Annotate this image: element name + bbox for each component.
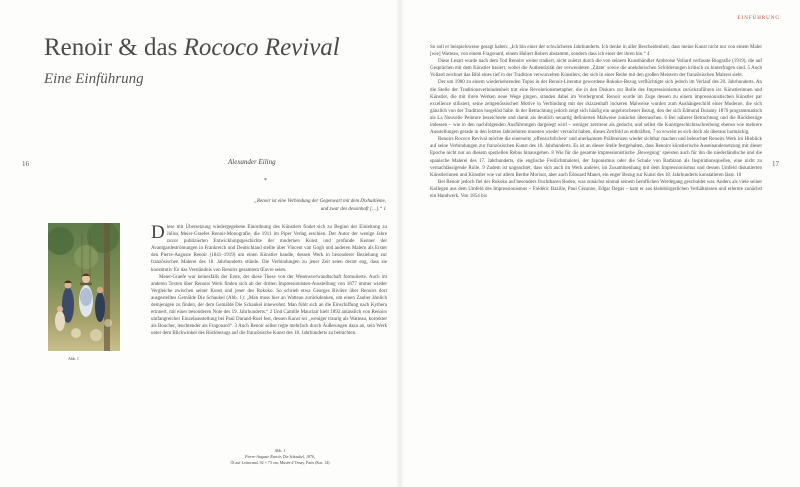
caption-details: Öl auf Leinwand, 92 × 73 cm, Musée d’Orsay, Paris (Kat. 14) xyxy=(230,460,330,465)
drop-cap: D xyxy=(151,222,165,243)
epigraph xyxy=(176,198,386,214)
epigraph-line: „Renoir ist eine Verbindung der Gegenwart mit dem Dixhuitième, xyxy=(254,199,386,204)
running-head: EINFÜHRUNG xyxy=(737,16,780,21)
section-ornament: * xyxy=(264,178,267,184)
painting-image xyxy=(48,223,120,351)
body-text-left xyxy=(151,224,387,338)
paragraph-text: iese mit Übersetzung wiedergegebene Einordnung des Künstlers findet sich zu Beginn der Einleitung zu Julius Meier-Graefes Renoir-Monografie, die 1911 im Piper Verlag erschien. Der Autor der wenige Jahre zuvor publizierten Entwicklungsgeschichte der modernen Kunst und profunde Kenner der Avantgardeströmungen in Frankreich und Deutschland stellte über Vincent van Gogh und anderen Malern als Erster den Pierre-Auguste Renoir (1841–1919) um einen Künstler handle, dessen Werk in besonderer Beziehung zur französischen Malerei des 18. Jahrhunderts stünde. Die Verbindungen zu jener Zeit seien derart eng, dass sie konstitutiv für das Verständnis von Renoirs gesamtem Œuvre seien. xyxy=(151,225,387,273)
caption-title: Pierre-Auguste Renoir, Die Schaukel, 1876, xyxy=(245,454,315,459)
page-number-left: 16 xyxy=(22,160,29,168)
paragraph: Meier-Graefe war keinesfalls der Erste, der diese These von der Wesensverwandtschaft formulierte. Auch im anderen Texten über Renoirs Werk finden sich ab der dritten Impressionisten-Ausstellung von 1877 immer wieder Vergleiche zwischen seiner Kunst und jener des Rokoko. So schrieb etwa Georges Rivière über Renoirs dort ausgestelltes Gemälde Die Schaukel (Abb. 1): „Man muss hier an Watteau zurückdenken, um einen Zauber ähnlich demjenigen zu finden, der dem Gemälde Die Schaukel innewohnt. Man fühlt sich an die Einschiffung nach Kythera erinnert, mit einer besonderen Note des 19. Jahrhunderts.“ 2 Und Camille Mauclair hielt 1892 anlässlich von Renoirs umfangreicher Einzelausstellung bei Paul Durand-Ruel fest, dessen Kunst sei „weniger traurig als Watteau, korrekter als Boucher, leuchtender als Fragonard“. 3 Auch Renoir selbst regte mehrfach durch Äußerungen dazu an, sein Werk unter dem Blickwinkel des Rückbezugs auf die französische Kunst des 18. Jahrhunderts zu betrachten. xyxy=(151,274,387,337)
chapter-title-italic: Rococo Revival xyxy=(183,34,340,61)
author-name: Alexander Eiling xyxy=(228,158,276,166)
page-number-right: 17 xyxy=(772,160,779,168)
paragraph: Diese Lesart wurde nach dem Tod Renoirs weiter tradiert, nicht zuletzt durch die von seinem Kunsthändler Ambroise Vollard verfasste Biografie (1919), die auf Gesprächen mit dem Künstler basiert, wobei die Authentizität der verwendeten ‚Zitate‘ sowie die anekdotischen Schilderungen kritisch zu hinterfragen sind. 5 Auch Vollard zeichnet das Bild eines tief in der Tradition verwurzelten Künstlers, der sich in einer Reihe mit den großen Meistern der französischen Malerei sieht. xyxy=(430,59,762,79)
chapter-title xyxy=(44,34,340,62)
paragraph: Bei Renoir jedoch fiel der Rokoko auf besonders fruchtbaren Boden, was zunächst einmal seinem beruflichen Werdegang geschuldet war. Anders als viele seiner Kollegen aus dem Umfeld des Impressionismus – Frédéric Bazille, Paul Cézanne, Edgar Degas – kam er aus kleinbürgerlichen Verhältnissen und erlernte zunächst ein Handwerk. Von 1854 bis xyxy=(430,179,762,199)
paragraph: So soll er beispielsweise gesagt haben: „Ich bin einer der schwächeren Jahrhunderts. Ich denke in aller Bescheidenheit, dass meine Kunst nicht nur von einem Maler [wie] Watteau, von einem Fragonard, einem Hubert Robert abstammt, sondern dass ich einer der ihren bin.“ 4 xyxy=(430,45,762,58)
epigraph-line: und zwar des dessinhaft […].“ 1 xyxy=(320,207,386,212)
chapter-subtitle: Eine Einführung xyxy=(44,71,144,87)
paragraph xyxy=(151,224,387,274)
paragraph: Renoirs Rococo Revival möchte die einerseits ‚offensichtlichen‘ und anerkannten Präferenzen wieder sichtbar machen und beleuchtet Renoirs Werk im Hinblick auf seine Verbindungen zur französischen Kunst des 18. Jahrhunderts. Es ist an dieser Stelle festgehalten, dass Renoirs künstlerische Auseinandersetzung mit dieser Epoche nicht nur an diesem speziellen Rebus hinausgehen. 8 Wie für die gesamte impressionistische ‚Bewegung‘ speisten auch für ihn die niederländische und die spanische Malerei des 17. Jahrhunderts, die englische Freilichtmalerei, der Japonismus oder die Schule von Barbizon als Inspirationsquellen, eine nicht zu vernachlässigende Rolle. 9 Zudem ist ungeachtet, dass sich auch im Werk anderer, im Zusammenhang mit dem Impressionismus und dessen Umfeld diskutierten Künstlerinnen und Künstler wie vor allem Berthe Morisot, aber auch Édouard Manet, ein enger Bezug zur Kunst des 18. Jahrhunderts konstatieren lässt. 10 xyxy=(430,137,762,178)
body-text-right xyxy=(430,44,762,200)
chapter-title-plain: Renoir & das xyxy=(44,34,184,61)
paragraph: Der um 1900 zu einem wiederkehrenden Topos in der Renoir-Literatur gewordene Rokoko-Bezug verflüchtigte sich jedoch im Verlauf des 20. Jahrhunderts. An die Stelle der Traditionsverbundenheit trat eine Revolutionsmetapher, die in den Diskurs zur Rolle des Impressionismus zurückzuführen ist. Künstlerinnen und Künstler, die mit ihren Werken neue Wege gingen, standen dabei im Vordergrund. Renoir wurde im Zuge dessen zu einem impressionistischen Künstler par excellence stilisiert, seine zeitgenössischen Motive in Verbindung mit der skizzenhaft lockeren Malweise wurden zum Aushängeschild einer Moderne, die sich gänzlich von der Tradition losgelöst habe. In der Betrachtung jedoch zeigt sich häufig ein ungebrochener Bezug, den der sich Edmond Duranty 1876 programmatisch als La Nouvelle Peinture bezeichnete und damit als deutlich neuartig definierten Malweise zunächst überraschen. 6 Bei näherer Betrachtung und die Rückbezüge indessen – wie in den nachfolgenden Ausführungen dargelegt wird – weniger zerstreut als gedacht, und selbst die Kunstgeschichtsschreibung ebenso wie mehrere Ausstellungen gerade in den letzten Jahrzehnten mussten wieder versucht haben, dieses Zerrbild zu entkräften, 7 so erweist es sich doch als überaus hartnäckig. xyxy=(430,80,762,136)
caption-label: Abb. 1 xyxy=(274,448,286,453)
plate-label: Abb. 1 xyxy=(68,356,79,361)
book-gutter xyxy=(396,0,404,487)
figure-caption xyxy=(200,448,360,466)
